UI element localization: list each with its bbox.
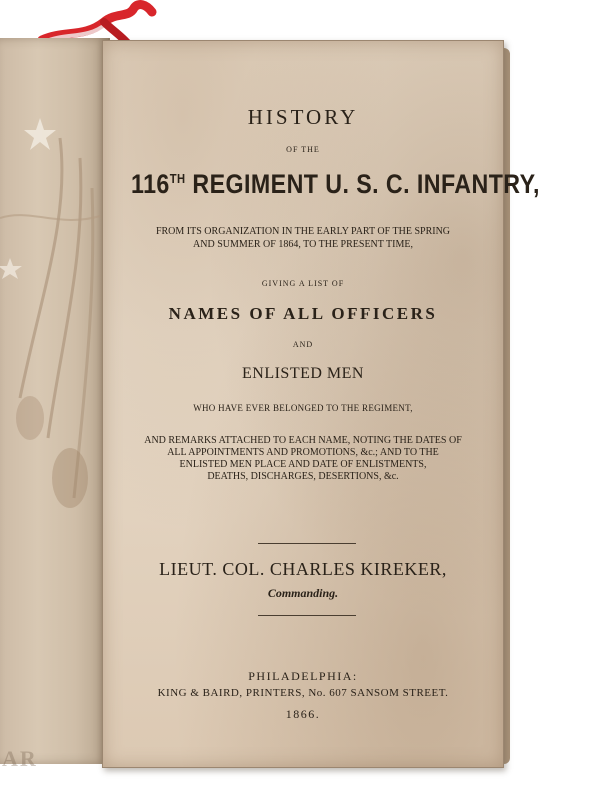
remarks-line: ENLISTED MEN PLACE AND DATE OF ENLISTMENTS, [179, 459, 427, 470]
imprint-printer: KING & BAIRD, PRINTERS, No. 607 SANSOM STREET. [157, 687, 449, 699]
remarks-line: DEATHS, DISCHARGES, DESERTIONS, &c. [207, 471, 399, 482]
stamp-text: AR [2, 746, 38, 771]
author-name: LIEUT. COL. CHARLES KIREKER, [159, 559, 447, 579]
faded-illustration [0, 98, 108, 558]
remarks-text [103, 435, 503, 483]
imprint-city: PHILADELPHIA: [248, 669, 358, 683]
regiment-number: 116 [131, 169, 170, 199]
heading-history: HISTORY [247, 105, 359, 129]
organization-text [103, 225, 503, 251]
previous-leaf [0, 38, 110, 771]
names-of-officers: NAMES OF ALL OFFICERS [168, 304, 438, 323]
divider-rule [258, 615, 356, 616]
remarks-line: AND REMARKS ATTACHED TO EACH NAME, NOTING THE DATES OF [144, 435, 462, 446]
organization-line: AND SUMMER OF 1864, TO THE PRESENT TIME, [193, 239, 413, 250]
regiment-title [131, 169, 540, 200]
giving-line: GIVING A LIST OF [261, 279, 345, 288]
regiment-suffix: TH [169, 171, 186, 186]
imprint-year: 1866. [285, 707, 321, 721]
who-belonged-line: WHO HAVE EVER BELONGED TO THE REGIMENT, [193, 403, 413, 413]
enlisted-men: ENLISTED MEN [242, 365, 364, 382]
remarks-line: ALL APPOINTMENTS AND PROMOTIONS, &c.; AND TO THE [167, 447, 439, 458]
title-page [102, 40, 540, 768]
regiment-name: REGIMENT U. S. C. INFANTRY, [185, 169, 540, 199]
divider-rule [258, 543, 356, 544]
and-line: AND [292, 340, 314, 349]
organization-line: FROM ITS ORGANIZATION IN THE EARLY PART OF THE SPRING [155, 226, 451, 237]
author-role: Commanding. [267, 586, 339, 600]
of-the-line: OF THE [286, 145, 320, 154]
